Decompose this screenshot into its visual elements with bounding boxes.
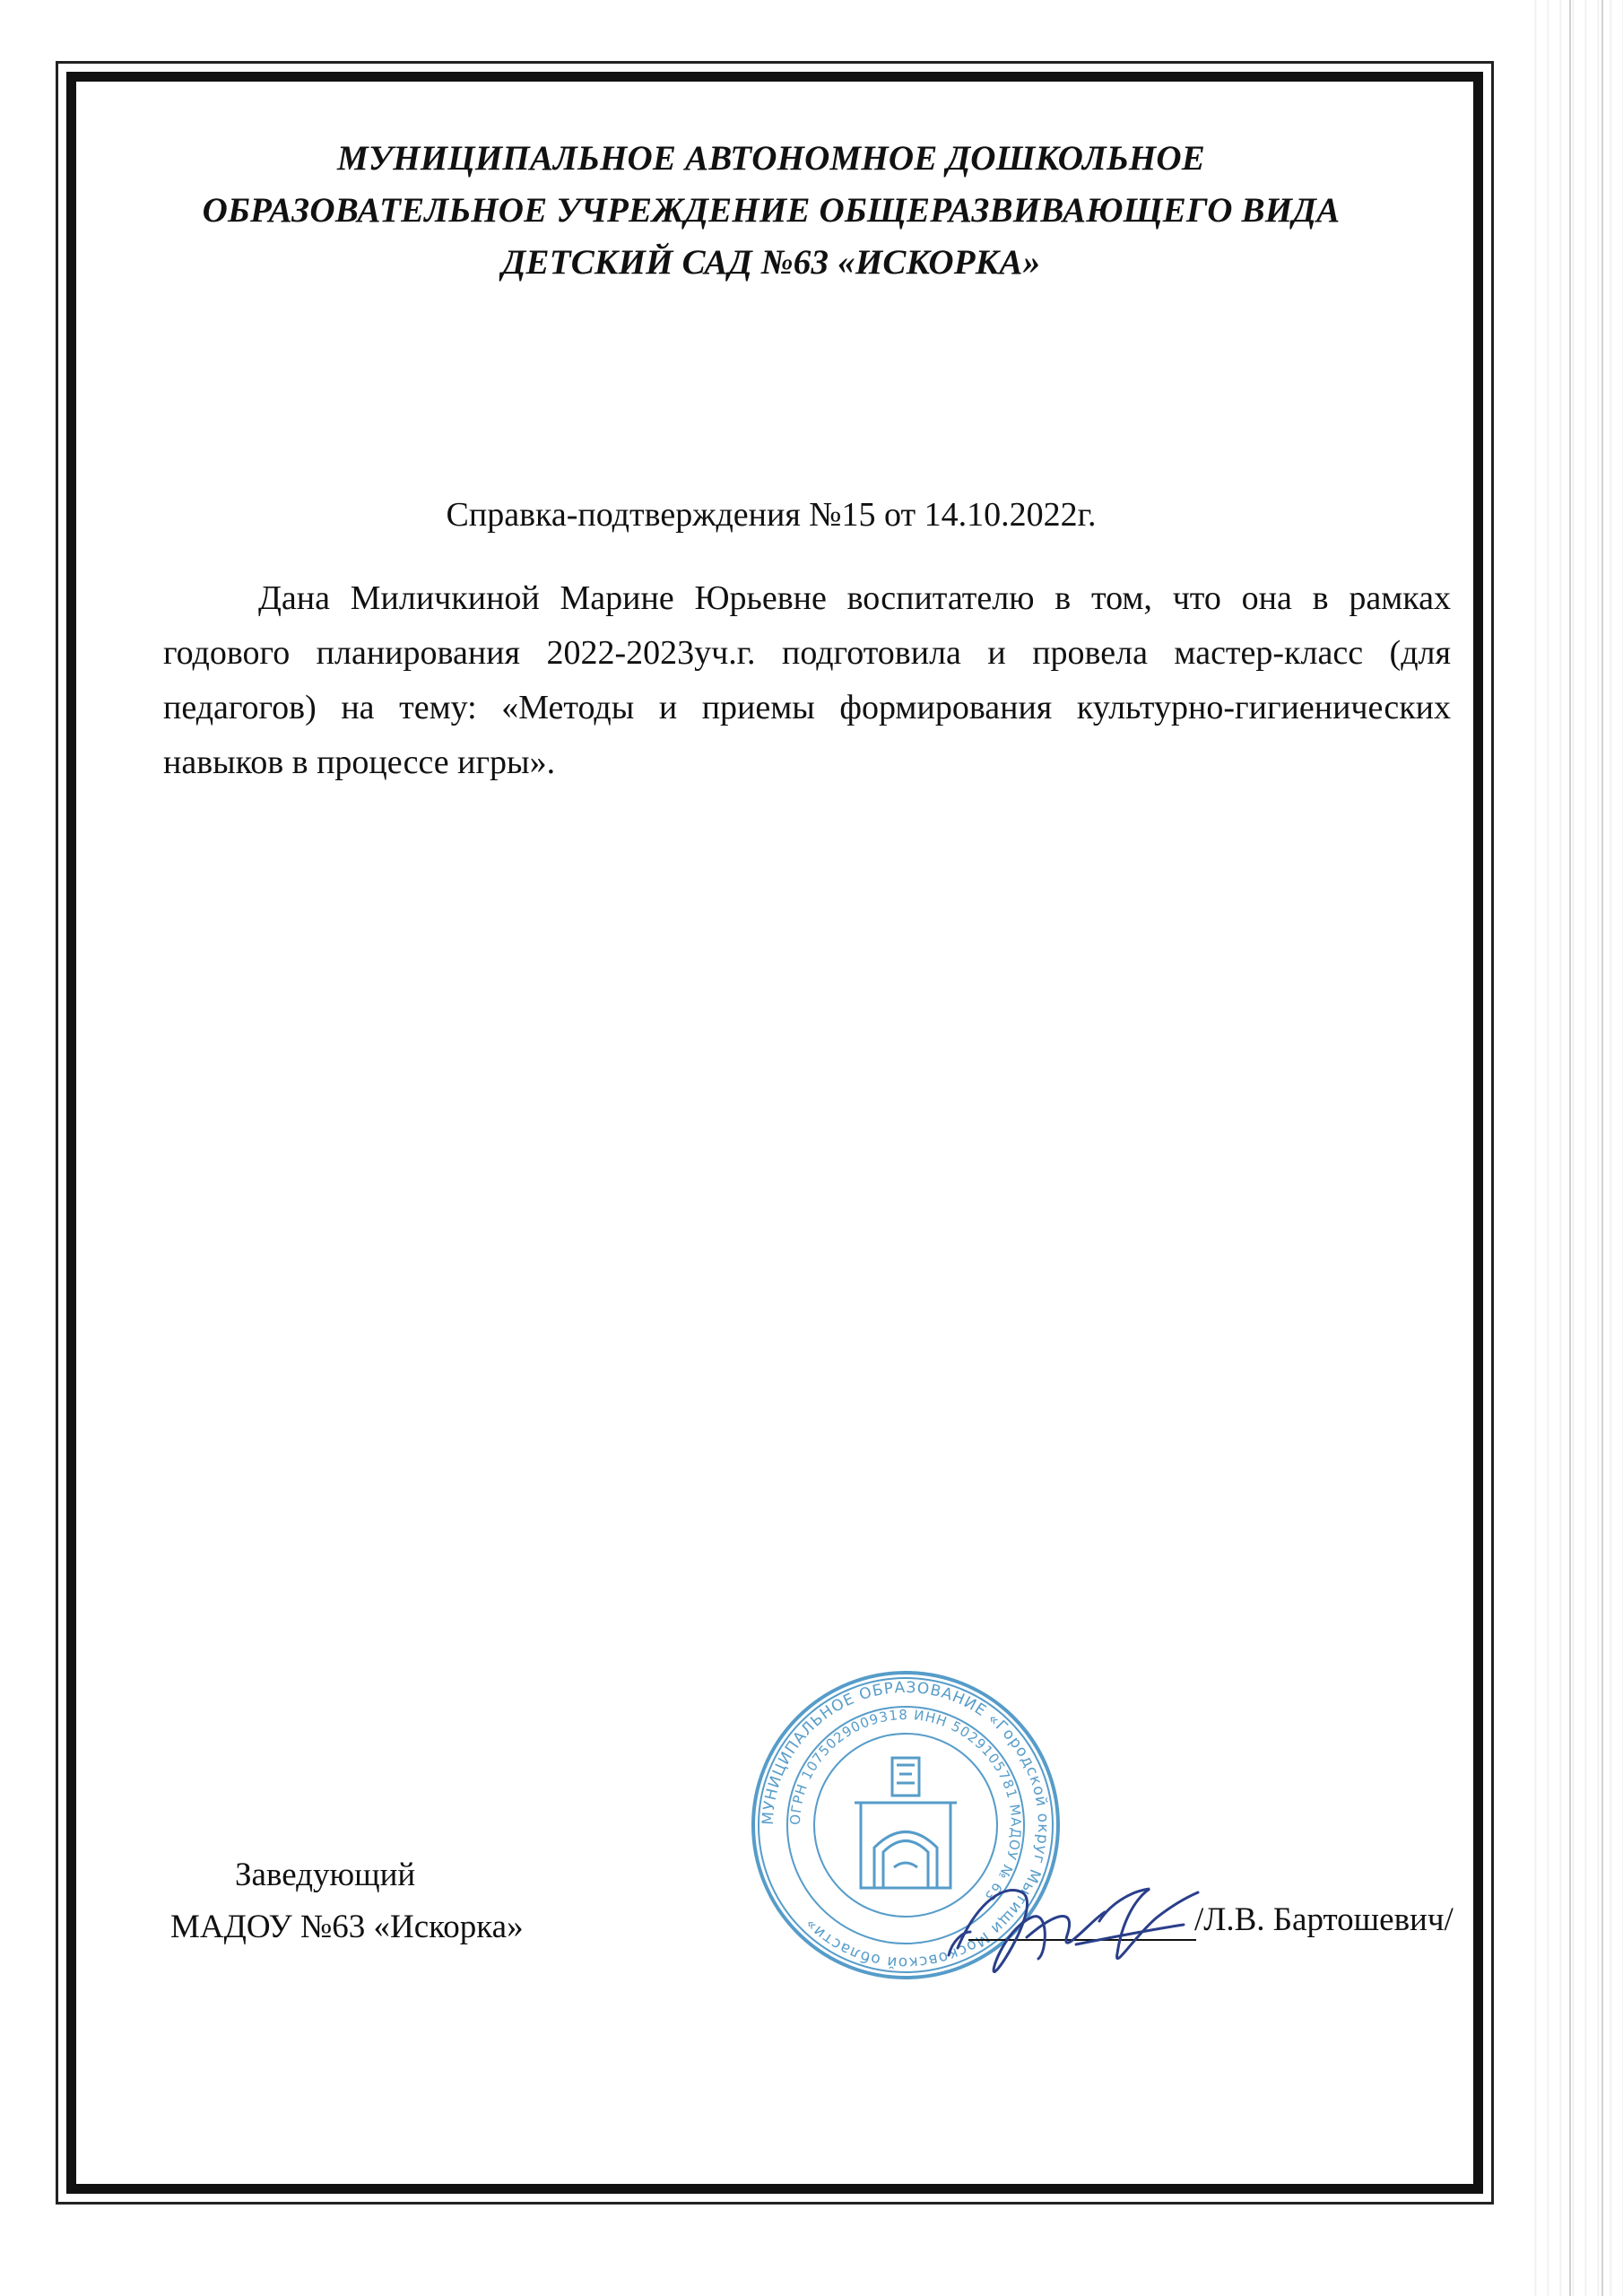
signatory-position — [170, 1849, 619, 1953]
signatory-name: /Л.В. Бартошевич/ — [1194, 1901, 1454, 1938]
scan-line — [1569, 0, 1571, 2296]
stamp-inner-text: ОГРН 1075029009318 ИНН 5029105781 МАДОУ № 63 — [786, 1706, 1025, 1905]
body-paragraph: Дана Миличкиной Марине Юрьевне воспитателю в том, что она в рамках годового планирования 2022-2023уч.г. подготовила и провела мастер-класс (для педагогов) на тему: «Методы и приемы формирования культурно-гигиенических навыков в процессе игры». — [163, 579, 1451, 781]
header-line: ДЕТСКИЙ САД №63 «ИСКОРКА» — [501, 243, 1041, 282]
institution-header — [126, 133, 1417, 289]
reference-body — [163, 571, 1451, 790]
header-line: ОБРАЗОВАТЕЛЬНОЕ УЧРЕЖДЕНИЕ ОБЩЕРАЗВИВАЮЩЕГО ВИДА — [202, 191, 1341, 230]
scan-edge-artifact — [1524, 0, 1623, 2296]
handwritten-signature — [942, 1866, 1211, 1991]
organization-name: МАДОУ №63 «Искорка» — [170, 1909, 524, 1945]
scan-line — [1601, 0, 1603, 2296]
stamp-outer-text: МУНИЦИПАЛЬНОЕ ОБРАЗОВАНИЕ «Городской округ Мытищи Московской области» — [759, 1678, 1053, 1972]
reference-title: Справка-подтверждения №15 от 14.10.2022г. — [446, 496, 1097, 534]
header-line: МУНИЦИПАЛЬНОЕ АВТОНОМНОЕ ДОШКОЛЬНОЕ — [337, 139, 1205, 178]
position-title: Заведующий — [235, 1857, 416, 1893]
